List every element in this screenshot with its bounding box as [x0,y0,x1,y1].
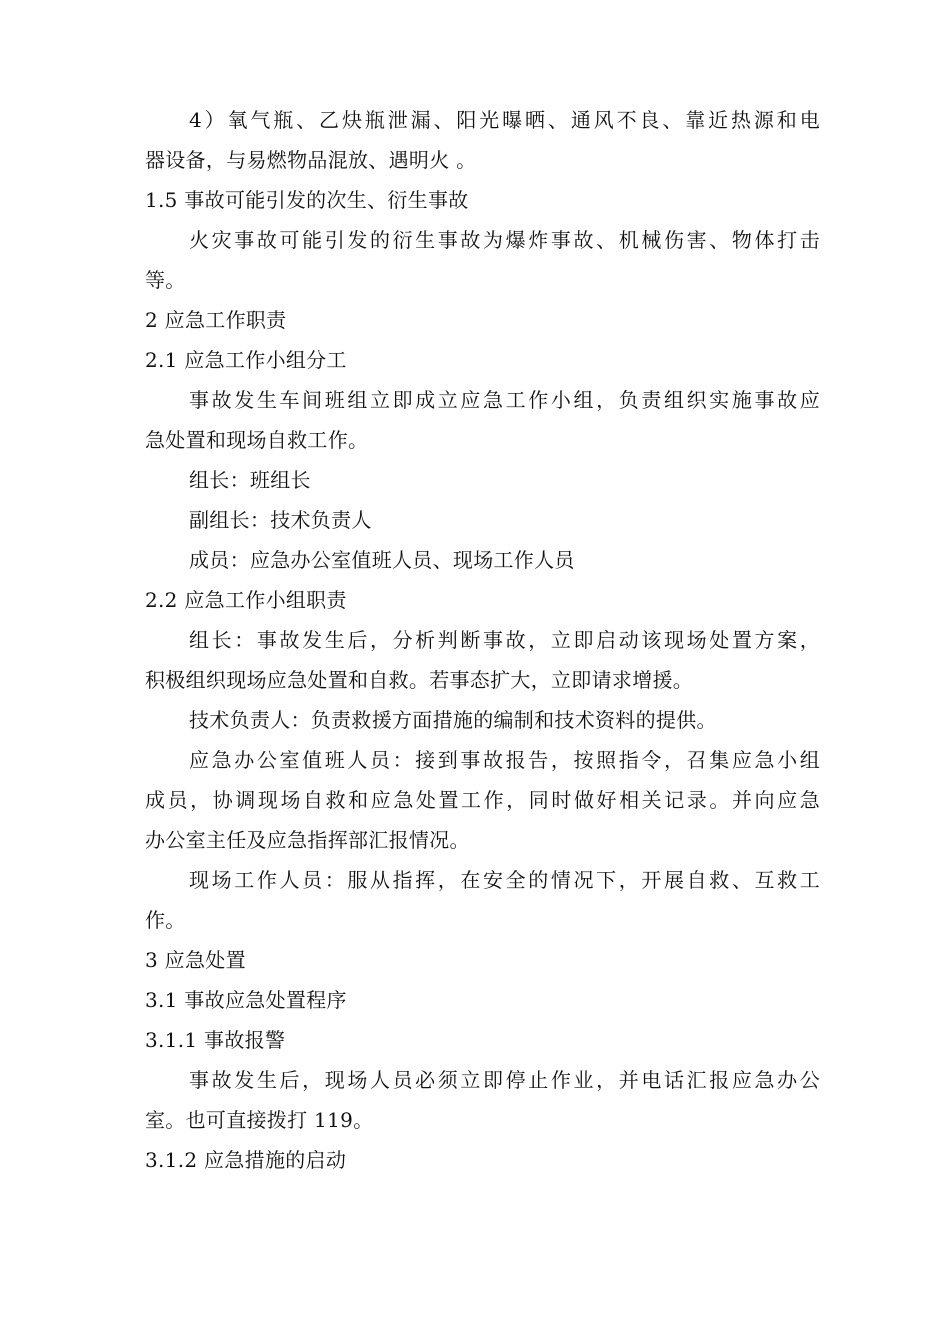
text-line: 3 应急处置 [145,948,246,972]
text-line: 现场工作人员：服从指挥，在安全的情况下，开展自救、互救工 [189,868,820,892]
text-line: 火灾事故可能引发的衍生事故为爆炸事故、机械伤害、物体打击 [189,228,820,252]
text-line: 事故发生后，现场人员必须立即停止作业，并电话汇报应急办公 [189,1068,820,1092]
text-line: 器设备，与易燃物品混放、遇明火 。 [145,148,477,172]
text-line: 办公室主任及应急指挥部汇报情况。 [145,828,470,852]
text-line: 组长：事故发生后，分析判断事故，立即启动该现场处置方案， [189,628,820,652]
text-line: 成员，协调现场自救和应急处置工作，同时做好相关记录。并向应急 [145,788,820,812]
text-line: 应急办公室值班人员：接到事故报告，按照指令，召集应急小组 [189,748,820,772]
text-line: 作。 [145,908,186,932]
text-line: 2.1 应急工作小组分工 [145,348,347,372]
text-line: 急处置和现场自救工作。 [145,428,369,452]
text-line: 2 应急工作职责 [145,308,287,332]
text-line: 副组长：技术负责人 [189,508,372,532]
text-line: 积极组织现场应急处置和自救。若事态扩大，立即请求增援。 [145,668,694,692]
document-page [145,100,820,1180]
text-line: 1.5 事故可能引发的次生、衍生事故 [145,188,469,212]
text-line: 4）氧气瓶、乙炔瓶泄漏、阳光曝晒、通风不良、靠近热源和电 [189,108,820,132]
text-line: 成员：应急办公室值班人员、现场工作人员 [189,548,575,572]
text-line: 3.1.2 应急措施的启动 [145,1148,347,1172]
text-line: 技术负责人：负责救援方面措施的编制和技术资料的提供。 [189,708,717,732]
text-line: 3.1 事故应急处置程序 [145,988,347,1012]
text-line: 室。也可直接拨打 119。 [145,1108,374,1132]
text-line: 2.2 应急工作小组职责 [145,588,347,612]
text-line: 组长：班组长 [189,468,311,492]
text-line: 事故发生车间班组立即成立应急工作小组，负责组织实施事故应 [189,388,820,412]
text-line: 等。 [145,268,186,292]
text-line: 3.1.1 事故报警 [145,1028,286,1052]
